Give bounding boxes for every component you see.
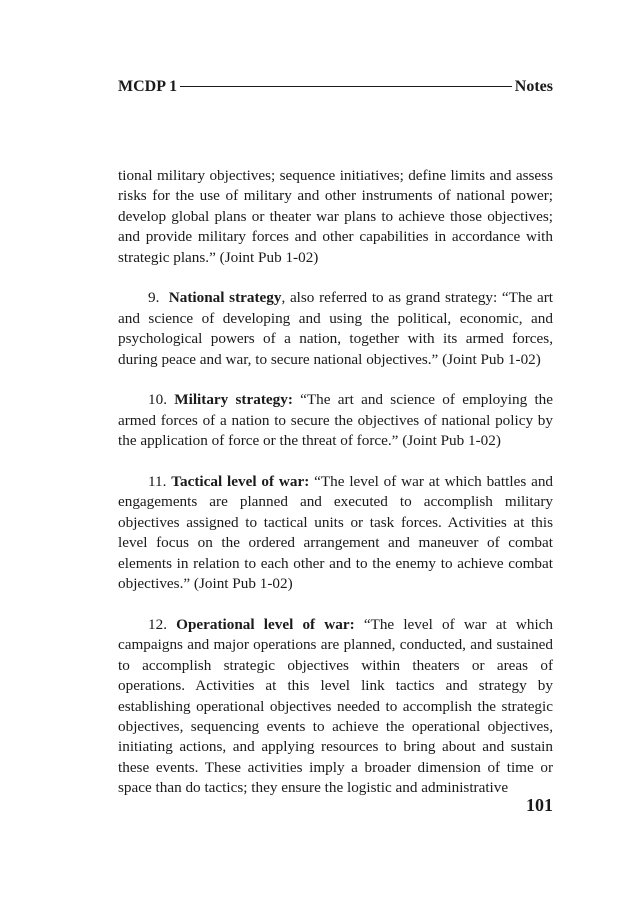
header-publication: MCDP 1 bbox=[118, 78, 178, 95]
note-text: “The level of war at which battles and engagements are planned and executed to accomplish military objectives assigned to tactical units or task forces. Activities at this level focus on the ordered arrangement and maneuver of combat elements in relation to each other and to the enemy to achieve combat objectives.” (Joint Pub 1-02) bbox=[118, 473, 554, 593]
note-number: 10. bbox=[148, 391, 167, 409]
header-section: Notes bbox=[514, 78, 553, 95]
page-body bbox=[118, 166, 553, 819]
note-term: Military strategy: bbox=[174, 391, 293, 409]
note-10 bbox=[118, 390, 553, 451]
note-11 bbox=[118, 472, 553, 594]
paragraph-text: tional military objectives; sequence initiatives; define limits and assess risks for the use of military and other instruments of national power; develop global plans or theater war plans to achieve those objectives; and provide military forces and other capabilities in accordance with strategic plans.” (Joint Pub 1-02) bbox=[118, 167, 553, 266]
note-number: 12. bbox=[148, 615, 167, 633]
page-number: 101 bbox=[526, 795, 553, 815]
note-text: “The level of war at which campaigns and major operations are planned, conducted, and sustained to accomplish strategic objectives within theaters or areas of operations. Activities at this level link tactics and strategy by establishing operational objectives needed to accomplish the strategic objectives, sequencing events to achieve the operational objectives, initiating actions, and applying resources to bring about and sustain these events. These activities imply a broader dimension of time or space than do tactics; they ensure the logistic and administrative bbox=[118, 615, 554, 797]
note-12 bbox=[118, 615, 553, 799]
paragraph-continuation bbox=[118, 166, 553, 268]
note-text: “The art and science of employing the armed forces of a nation to secure the objectives of national policy by the application of force or the threat of force.” (Joint Pub 1-02) bbox=[118, 391, 553, 450]
note-term: Tactical level of war: bbox=[171, 473, 310, 491]
note-term: Operational level of war: bbox=[176, 615, 355, 633]
running-header bbox=[118, 76, 553, 98]
note-term: National strategy bbox=[168, 289, 282, 307]
header-rule bbox=[180, 86, 512, 87]
note-text: , also referred to as grand strategy: “The art and science of developing and using the political, economic, and psychological powers of a nation, together with its armed forces, during peace and war, to secure national objectives.” (Joint Pub 1-02) bbox=[118, 289, 553, 368]
note-9 bbox=[118, 288, 553, 370]
note-number: 9. bbox=[148, 289, 160, 307]
note-number: 11. bbox=[148, 473, 167, 491]
